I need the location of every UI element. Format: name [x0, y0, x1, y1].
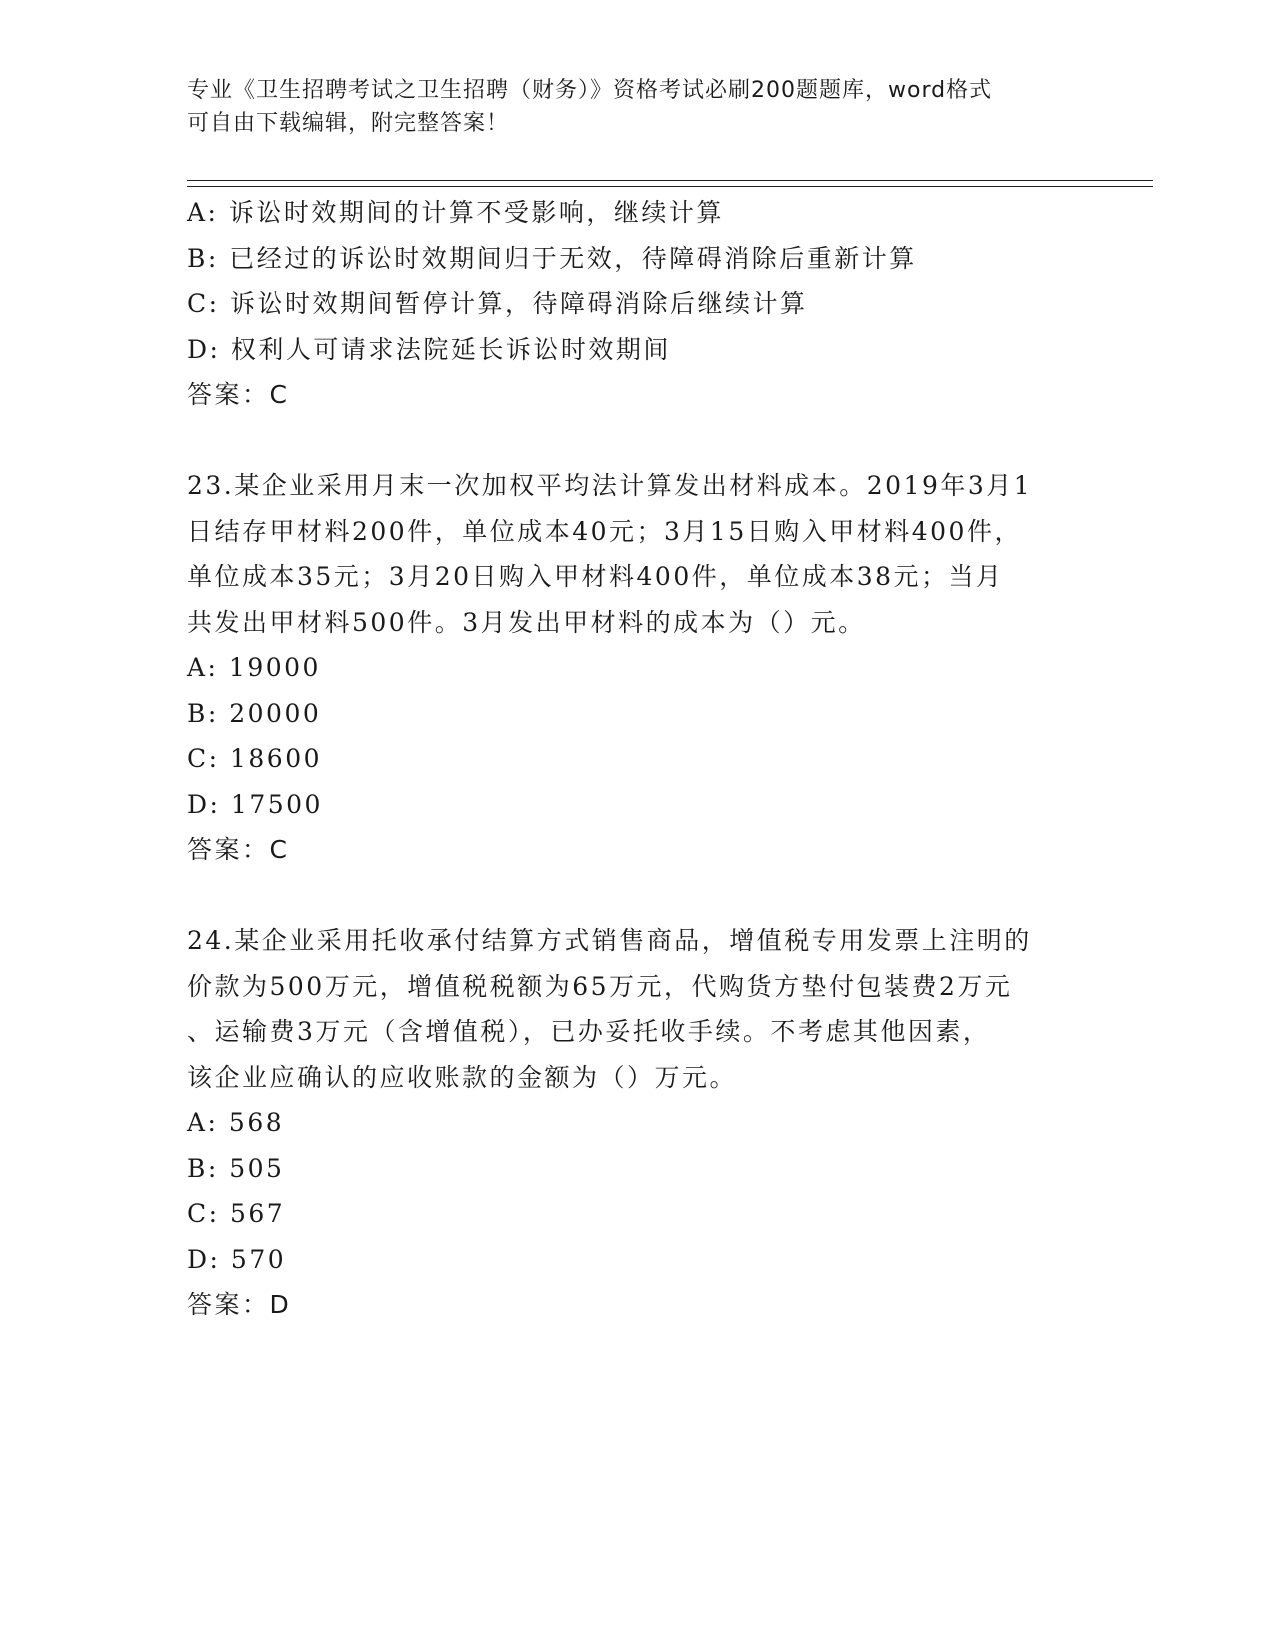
question-content: [187, 190, 1087, 1328]
option-c: C: 567: [187, 1199, 286, 1228]
question-text-line: 价款为500万元，增值税税额为65万元，代购货方垫付包装费2万元: [187, 971, 1013, 1001]
option-b: B: 20000: [187, 698, 322, 728]
question-text-line: 日结存甲材料200件，单位成本40元；3月15日购入甲材料400件，: [187, 516, 1022, 546]
answer: 答案：C: [187, 835, 290, 864]
option-d: D: 17500: [187, 789, 323, 819]
document-header: [187, 74, 1067, 140]
header-line-1: 专业《卫生招聘考试之卫生招聘（财务）》资格考试必刷200题题库，word格式: [187, 78, 993, 103]
question-text-line: 单位成本35元；3月20日购入甲材料400件，单位成本38元；当月: [187, 562, 1004, 591]
option-c: C: 诉讼时效期间暂停计算，待障碍消除后继续计算: [187, 289, 808, 318]
question-24: [187, 918, 1087, 1328]
option-a: A: 568: [187, 1108, 285, 1137]
question-text-line: 23.某企业采用月末一次加权平均法计算发出材料成本。2019年3月1: [187, 471, 1033, 500]
header-divider-top: [187, 180, 1153, 181]
question-text-line: 、运输费3万元（含增值税），已办妥托收手续。不考虑其他因素，: [187, 1017, 991, 1046]
option-d: D: 570: [187, 1244, 287, 1274]
option-b: B: 已经过的诉讼时效期间归于无效，待障碍消除后重新计算: [187, 243, 917, 273]
question-text-line: 该企业应确认的应收账款的金额为（）万元。: [187, 1062, 738, 1092]
question-text-line: 24.某企业采用托收承付结算方式销售商品，增值税专用发票上注明的: [187, 926, 1032, 955]
option-c: C: 18600: [187, 744, 323, 773]
option-a: A: 19000: [187, 653, 321, 682]
option-b: B: 505: [187, 1153, 285, 1183]
header-divider-bottom: [187, 186, 1153, 187]
option-d: D: 权利人可请求法院延长诉讼时效期间: [187, 334, 671, 364]
question-text-line: 共发出甲材料500件。3月发出甲材料的成本为（）元。: [187, 607, 866, 637]
answer: 答案：D: [187, 1290, 292, 1319]
question-23: [187, 463, 1087, 873]
option-a: A: 诉讼时效期间的计算不受影响，继续计算: [187, 198, 724, 227]
spacer: [187, 418, 1087, 464]
spacer: [187, 873, 1087, 919]
answer: 答案：C: [187, 380, 290, 409]
header-line-2: 可自由下载编辑，附完整答案！: [187, 111, 510, 136]
question-22: [187, 190, 1087, 418]
